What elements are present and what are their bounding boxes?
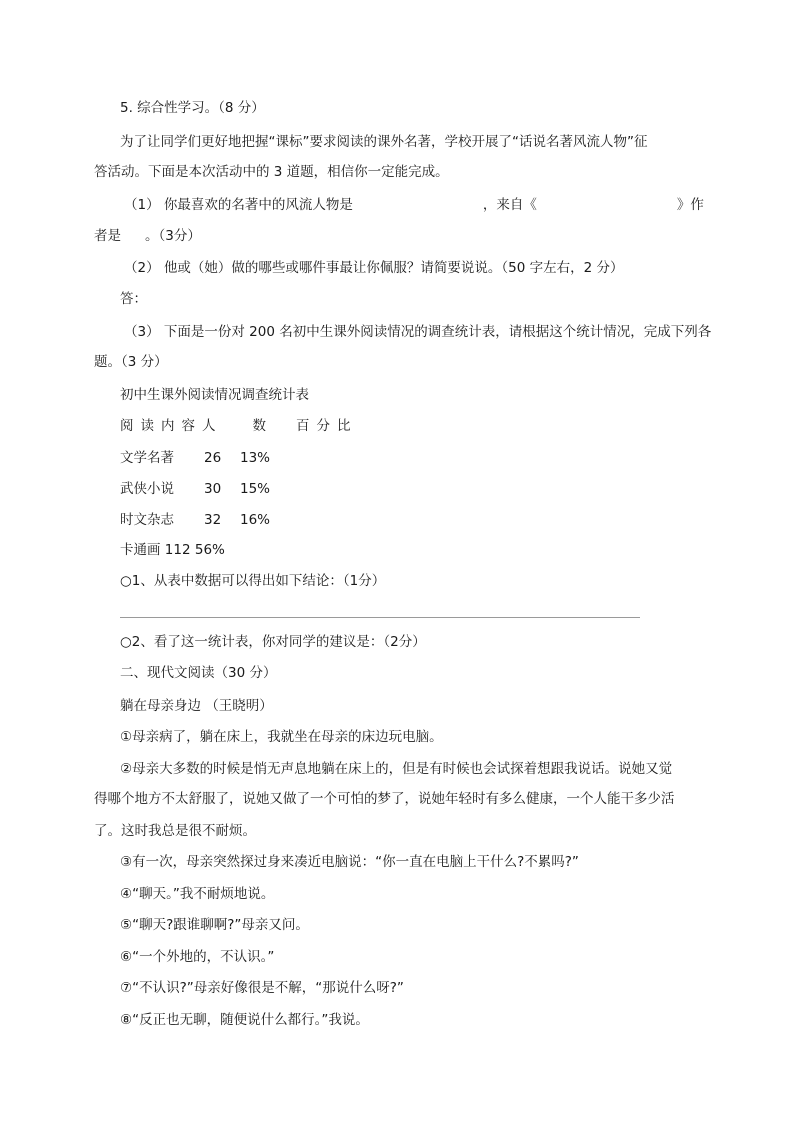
table-cell-count: 26 xyxy=(204,450,222,466)
table-row xyxy=(120,448,270,468)
table-cell-count: 32 xyxy=(204,512,222,528)
q5-sub1-line2-b: 。（3分） xyxy=(145,228,201,244)
paragraph-5: ⑤“聊天?跟谁聊啊?”母亲又问。 xyxy=(120,917,309,933)
paragraph-3: ③有一次，母亲突然探过身来凑近电脑说：“你一直在电脑上干什么?不累吗?” xyxy=(120,854,579,870)
q5-intro-line1-text: 为了让同学们更好地把握“课标”要求阅读的课外名著，学校开展了“话说名著风流人物”征 xyxy=(120,134,648,150)
table-header-pct: 百分比 xyxy=(296,418,358,434)
q5-sub3-line2: 题。（3 分） xyxy=(94,354,168,370)
q5-sub1-part3: 》作 xyxy=(676,197,704,213)
paragraph-1: ①母亲病了，躺在床上，我就坐在母亲的床边玩电脑。 xyxy=(120,729,443,745)
q5-intro-line2: 答活动。下面是本次活动中的 3 道题，相信你一定能完成。 xyxy=(94,164,449,180)
q5-sub2: （2） 他或（她）做的哪些或哪件事最让你佩服？请简要说说。（50 字左右，2 分） xyxy=(124,260,624,276)
table-cell-pct: 16% xyxy=(240,512,271,528)
table-cell-name: 武侠小说 xyxy=(120,481,174,497)
q5-heading: 5. 综合性学习。（8 分） xyxy=(120,100,265,116)
table-last-row: 卡通画 112 56% xyxy=(120,542,225,558)
paragraph-2-line3: 了。这时我总是很不耐烦。 xyxy=(94,823,256,839)
table-cell-name: 文学名著 xyxy=(120,450,174,466)
q5-sub3-line1: （3） 下面是一份对 200 名初中生课外阅读情况的调查统计表，请根据这个统计情况，完成下列各 xyxy=(124,324,712,340)
paragraph-7: ⑦“不认识?”母亲好像很是不解，“那说什么呀?” xyxy=(120,980,404,996)
paragraph-2-line2: 得哪个地方不太舒服了，说她又做了一个可怕的梦了，说她年轻时有多么健康，一个人能干多少活 xyxy=(94,791,675,807)
paragraph-4: ④“聊天。”我不耐烦地说。 xyxy=(120,886,275,902)
table-header-count: 数 xyxy=(252,418,266,434)
paragraph-6: ⑥“一个外地的，不认识。” xyxy=(120,949,275,965)
answer-underline[interactable] xyxy=(120,617,640,618)
q5-item2: ○2、看了这一统计表，你对同学的建议是：（2分） xyxy=(120,634,426,650)
table-cell-count: 30 xyxy=(204,481,222,497)
table-cell-name: 时文杂志 xyxy=(120,512,174,528)
table-cell-pct: 15% xyxy=(240,481,271,497)
table-header xyxy=(120,416,358,436)
table-cell-pct: 13% xyxy=(240,450,271,466)
paragraph-8: ⑧“反正也无聊，随便说什么都行。”我说。 xyxy=(120,1012,369,1028)
q5-item1: ○1、从表中数据可以得出如下结论：（1分） xyxy=(120,573,386,589)
q5-sub1-line1 xyxy=(124,195,704,215)
paragraph-2-line1: ②母亲大多数的时候是悄无声息地躺在床上的，但是有时候也会试探着想跟我说话。说她又觉 xyxy=(120,761,673,777)
answer-label: 答： xyxy=(120,291,147,307)
section2-heading: 二、现代文阅读（30 分） xyxy=(120,665,277,681)
article-title: 躺在母亲身边 （王晓明） xyxy=(120,698,273,714)
q5-sub1-line2 xyxy=(94,226,201,246)
q5-intro-line1 xyxy=(120,132,697,152)
q5-sub1-part2: ，来自《 xyxy=(482,197,537,213)
table-header-content: 阅读内容人 xyxy=(120,418,223,434)
table-row xyxy=(120,510,270,530)
q5-sub1-line2-a: 者是 xyxy=(94,228,121,244)
q5-sub1-part1: （1） 你最喜欢的名著中的风流人物是 xyxy=(124,197,353,213)
table-title: 初中生课外阅读情况调查统计表 xyxy=(120,387,309,403)
table-row xyxy=(120,479,270,499)
